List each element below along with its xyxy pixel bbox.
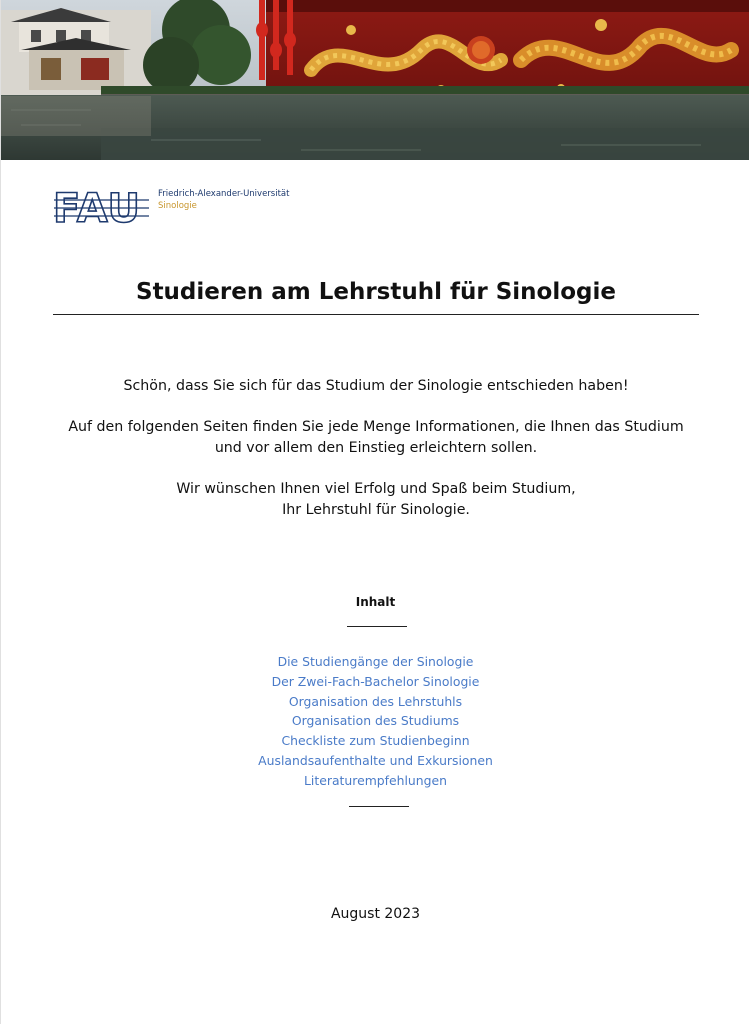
toc-link-organisation-studium[interactable]: Organisation des Studiums [291,713,460,729]
intro-paragraph-info [31,417,721,459]
fau-logo [53,186,313,228]
intro-line: Wir wünschen Ihnen viel Erfolg und Spaß beim Studium, [176,481,576,497]
page-title: Studieren am Lehrstuhl für Sinologie [136,279,616,305]
logo-text [158,188,289,212]
toc-link-studiengaenge[interactable]: Die Studiengänge der Sinologie [277,654,474,669]
logo-department-name: Sinologie [158,201,197,211]
toc-heading: Inhalt [355,595,396,609]
intro-paragraph-welcome [31,376,721,397]
header-banner-photo [1,0,749,160]
toc-link-auslandsaufenthalte[interactable]: Auslandsaufenthalte und Exkursionen [258,752,493,768]
intro-line: Schön, dass Sie sich für das Studium der Sinologie entschieden haben! [123,378,629,394]
toc-link-organisation-lehrstuhl[interactable]: Organisation des Lehrstuhls [288,693,463,709]
intro-paragraph-closing [31,479,721,521]
table-of-contents [1,652,749,791]
intro-line: und vor allem den Einstieg erleichtern sollen. [214,440,538,456]
toc-link-zwei-fach-bachelor[interactable]: Der Zwei-Fach-Bachelor Sinologie [271,673,480,689]
banner-illustration [1,0,749,160]
fau-wordmark [53,186,151,228]
svg-text:FAU: FAU [53,186,141,228]
title-divider [53,314,699,315]
toc-link-checkliste[interactable]: Checkliste zum Studienbeginn [281,733,470,749]
intro-signature: Ihr Lehrstuhl für Sinologie. [282,502,470,518]
intro-line: Auf den folgenden Seiten finden Sie jede Menge Informationen, die Ihnen das Studium [68,419,684,435]
logo-university-name: Friedrich-Alexander-Universität [158,189,290,199]
toc-link-literaturempfehlungen[interactable]: Literaturempfehlungen [304,772,447,788]
toc-divider-top [347,626,407,627]
document-date: August 2023 [330,906,421,922]
toc-divider-bottom [349,806,409,807]
